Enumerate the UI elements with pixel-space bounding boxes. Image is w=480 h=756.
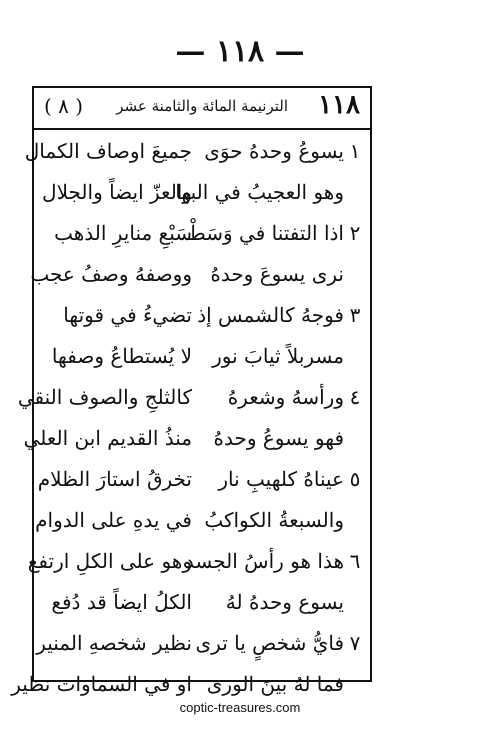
verse-number: ٧	[349, 631, 361, 655]
verse-second-hemistich: سَبْعِ منايرِ الذهب	[54, 221, 192, 245]
verse-line	[34, 501, 370, 542]
verse-first-hemistich: فهو يسوعُ وحدهُ	[213, 426, 344, 450]
verse-first-hemistich: مسربلاً ثيابَ نور	[212, 344, 344, 368]
hymn-title: الترنيمة المائة والثامنة عشر	[116, 97, 288, 115]
verse-line	[23, 419, 370, 460]
verse-line	[24, 132, 370, 173]
verse-second-hemistich: والعزّ ايضاً والجلال	[42, 180, 192, 204]
verse-first-hemistich: يسوع وحدهُ لهُ	[225, 590, 344, 614]
verse-line	[30, 255, 370, 296]
verse-line	[34, 173, 370, 214]
verse-second-hemistich: جميعَ اوصاف الكمال	[24, 139, 192, 163]
verse-first-hemistich: عيناهُ كلهيبِ نار	[218, 467, 344, 491]
verse-first-hemistich: وهو العجيبُ في البها	[175, 180, 344, 204]
verse-number: ١	[349, 139, 361, 163]
verse-line	[34, 583, 370, 624]
verse-first-hemistich: نرى يسوعَ وحدهُ	[210, 262, 344, 286]
verse-number: ٣	[349, 303, 361, 327]
verse-second-hemistich: تضيءُ في قوتها	[63, 303, 192, 327]
verse-second-hemistich: او في السماوات نظير	[11, 672, 192, 696]
verse-line	[34, 214, 370, 255]
hymn-frame	[11, 86, 372, 696]
verse-second-hemistich: ووصفهُ وصفُ عجب	[30, 262, 192, 286]
verse-second-hemistich: الكلُ ايضاً قد دُفع	[51, 590, 192, 614]
footer-watermark: coptic-treasures.com	[179, 700, 301, 715]
verse-first-hemistich: اذا التفتنا في وَسَطْ	[187, 221, 344, 245]
verse-first-hemistich: والسبعةُ الكواكبُ	[204, 508, 344, 532]
hymn-number: ١١٨	[318, 90, 360, 120]
verse-first-hemistich: هذا هو رأسُ الجسد	[184, 549, 344, 573]
verse-number: ٤	[349, 385, 361, 409]
verse-first-hemistich: فما لهُ بينَ الورى	[206, 672, 344, 696]
verse-first-hemistich: فايُّ شخصٍ يا ترى	[195, 631, 344, 655]
page-number: — ١١٨ —	[175, 34, 305, 69]
verse-number: ٦	[349, 549, 361, 573]
verse-second-hemistich: نظير شخصهِ المنير	[36, 631, 192, 655]
verses-list	[11, 132, 370, 706]
verse-second-hemistich: منذُ القديم ابن العلي	[23, 426, 192, 450]
verse-first-hemistich: يسوعُ وحدهُ حوَى	[204, 139, 344, 163]
verse-line	[34, 460, 370, 501]
verse-second-hemistich: كالثلجِ والصوف النقي	[17, 385, 192, 409]
verse-line	[27, 542, 370, 583]
verse-second-hemistich: في يدهِ على الدوام	[35, 508, 192, 532]
verse-line	[17, 378, 370, 419]
verse-second-hemistich: لا يُستطاعُ وصفها	[51, 344, 192, 368]
hymn-meter: ( ٨ )	[44, 94, 84, 118]
verse-line	[34, 296, 370, 337]
verse-number: ٢	[349, 221, 361, 245]
verse-second-hemistich: وهو على الكلِ ارتفع	[27, 549, 192, 573]
verse-first-hemistich: ورأسهُ وشعرهُ	[227, 385, 344, 409]
verse-second-hemistich: تخرقُ استارَ الظلام	[37, 467, 192, 491]
hymn-header	[34, 88, 370, 130]
verse-line	[34, 624, 370, 665]
verse-line	[34, 337, 370, 378]
verse-first-hemistich: فوجهُ كالشمس إذ	[197, 303, 344, 327]
verse-number: ٥	[349, 467, 361, 491]
